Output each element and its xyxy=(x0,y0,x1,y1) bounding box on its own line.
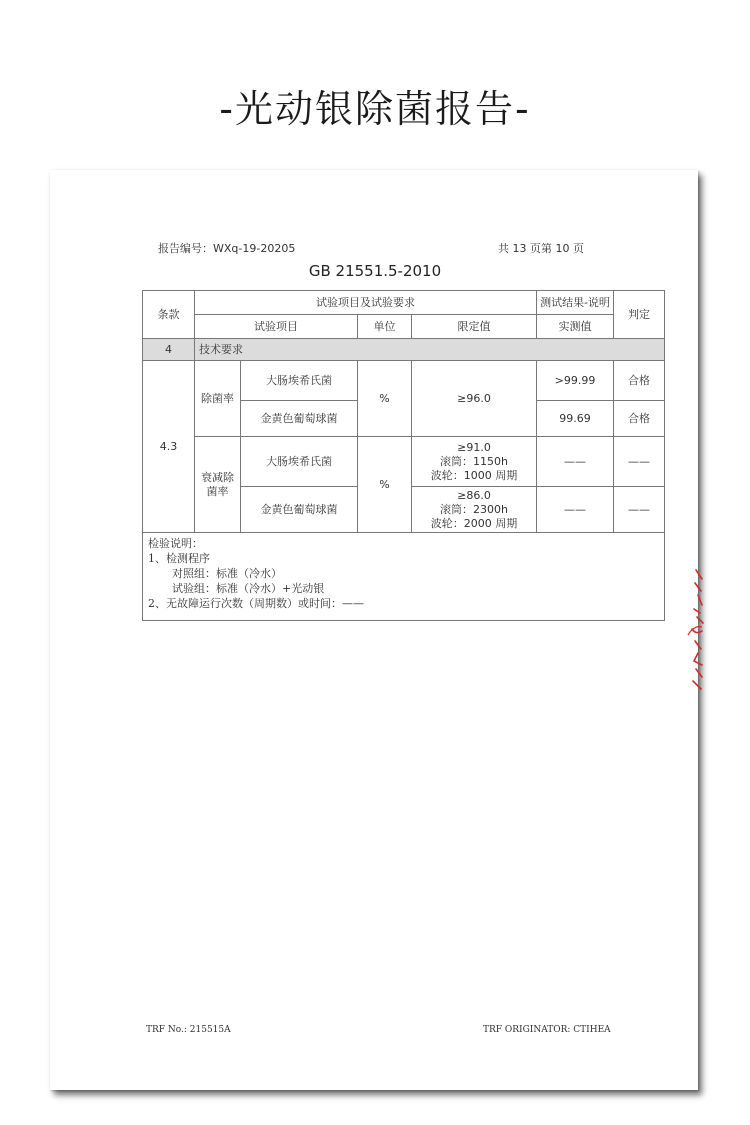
group1-row2-measured: 99.69 xyxy=(537,401,614,437)
group1-limit: ≥96.0 xyxy=(412,361,537,437)
group1-row2-item: 金黄色葡萄球菌 xyxy=(241,401,358,437)
pulsator-value: 2000 xyxy=(463,516,492,530)
group2-row1-limit-drum xyxy=(412,455,536,469)
report-number-value: WXq-19-20205 xyxy=(213,242,296,255)
standard-title: GB 21551.5-2010 xyxy=(308,262,442,280)
pulsator-unit: 周期 xyxy=(495,468,518,482)
group2-unit: % xyxy=(358,437,412,533)
header-results-group: 测试结果-说明 xyxy=(537,291,614,315)
footer-trf-number: TRF No.: 215515A xyxy=(146,1025,231,1035)
pulsator-value: 1000 xyxy=(463,468,492,482)
red-seal-stamp-icon xyxy=(682,565,704,695)
page-banner-title: -光动银除菌报告- xyxy=(219,87,531,131)
notes-line-1: 1、检测程序 xyxy=(148,552,210,565)
group1-name: 除菌率 xyxy=(195,361,241,437)
pulsator-label: 波轮： xyxy=(430,468,464,482)
report-number-label: 报告编号： xyxy=(158,242,213,255)
page-mid: 页第 xyxy=(530,242,552,255)
group2-row1-limit-pulsator xyxy=(412,469,536,483)
drum-value: 1150h xyxy=(473,454,508,468)
group2-row1-limit xyxy=(412,437,537,487)
table-header-row-1 xyxy=(143,291,665,315)
group2-row2-limit-pulsator xyxy=(412,517,536,531)
group2-name xyxy=(195,437,241,533)
drum-label: 滚筒： xyxy=(440,454,474,468)
page-suffix: 页 xyxy=(573,242,584,255)
header-unit: 单位 xyxy=(358,315,412,339)
section-title: 技术要求 xyxy=(195,339,665,361)
group2-row1-item: 大肠埃希氏菌 xyxy=(241,437,358,487)
drum-value: 2300h xyxy=(473,502,508,516)
notes-line-3: 试验组：标准（冷水）+光动银 xyxy=(172,582,325,595)
table-row xyxy=(143,361,665,401)
inspection-notes xyxy=(143,533,665,621)
footer-trf-originator: TRF ORIGINATOR: CTIHEA xyxy=(483,1025,611,1035)
group2-row2-limit xyxy=(412,487,537,533)
page-prefix: 共 xyxy=(498,242,509,255)
group2-row1-verdict: —— xyxy=(614,437,665,487)
notes-line-4: 2、无故障运行次数（周期数）或时间：—— xyxy=(148,597,364,610)
page-indicator xyxy=(498,240,584,256)
header-test-items-group: 试验项目及试验要求 xyxy=(195,291,537,315)
group2-name-line2: 菌率 xyxy=(206,484,229,498)
group2-row2-measured: —— xyxy=(537,487,614,533)
table-row xyxy=(143,437,665,487)
notes-heading: 检验说明： xyxy=(148,537,203,550)
group2-row1-limit-value: ≥91.0 xyxy=(457,440,491,454)
notes-line-2: 对照组：标准（冷水） xyxy=(172,567,282,580)
header-measured: 实测值 xyxy=(537,315,614,339)
pulsator-label: 波轮： xyxy=(430,516,464,530)
header-test-item: 试验项目 xyxy=(195,315,358,339)
page-total: 13 xyxy=(512,242,527,255)
page-current: 10 xyxy=(555,242,570,255)
header-verdict: 判定 xyxy=(614,291,665,339)
group1-row1-measured: >99.99 xyxy=(537,361,614,401)
group2-row2-limit-value: ≥86.0 xyxy=(457,488,491,502)
group1-unit: % xyxy=(358,361,412,437)
group2-name-line1: 衰减除 xyxy=(201,470,234,484)
group1-row1-item: 大肠埃希氏菌 xyxy=(241,361,358,401)
group2-row2-item: 金黄色葡萄球菌 xyxy=(241,487,358,533)
header-limit: 限定值 xyxy=(412,315,537,339)
group2-row1-measured: —— xyxy=(537,437,614,487)
test-report-table xyxy=(142,290,665,621)
notes-row xyxy=(143,533,665,621)
group1-row1-verdict: 合格 xyxy=(614,361,665,401)
group2-row2-limit-drum xyxy=(412,503,536,517)
header-clause: 条款 xyxy=(143,291,195,339)
group1-row2-verdict: 合格 xyxy=(614,401,665,437)
drum-label: 滚筒： xyxy=(440,502,474,516)
section-clause: 4 xyxy=(143,339,195,361)
table-header-row-2 xyxy=(143,315,665,339)
pulsator-unit: 周期 xyxy=(495,516,518,530)
clause-4-3: 4.3 xyxy=(143,361,195,533)
group2-row2-verdict: —— xyxy=(614,487,665,533)
report-number xyxy=(158,240,295,256)
section-row xyxy=(143,339,665,361)
